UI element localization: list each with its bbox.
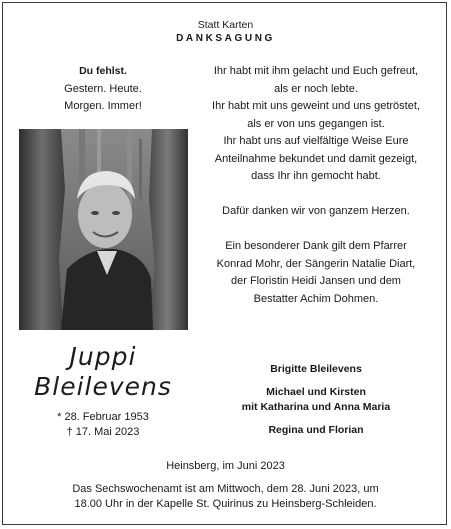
family-member: mit Katharina und Anna Maria bbox=[241, 401, 391, 413]
family-member: Michael und Kirsten bbox=[266, 386, 366, 398]
spacer bbox=[196, 415, 436, 423]
thanks-line: Ihr habt mit ihm gelacht und Euch gefreut, bbox=[213, 65, 419, 77]
birth-date: * 28. Februar 1953 bbox=[57, 411, 149, 423]
thanks-line: als er von uns gegangen ist. bbox=[247, 117, 385, 130]
thanks-line: Ihr habt mit uns geweint und uns getröstet, bbox=[212, 100, 420, 112]
spacer bbox=[196, 221, 436, 239]
poem-line: Morgen. Immer! bbox=[64, 100, 142, 112]
thanks-line: dass Ihr ihn gemocht habt. bbox=[251, 170, 381, 182]
page-title: DANKSAGUNG bbox=[176, 33, 275, 44]
special-thanks-line: Konrad Mohr, der Sängerin Natalie Diart, bbox=[216, 257, 416, 270]
poem bbox=[20, 63, 186, 116]
thanks-line: als er noch lebte. bbox=[274, 82, 358, 95]
spacer bbox=[196, 377, 436, 385]
thanks-line: Anteilnahme bekundet und damit gezeigt, bbox=[214, 152, 418, 165]
special-thanks-line: Bestatter Achim Dohmen. bbox=[253, 292, 379, 305]
family-member: Regina und Florian bbox=[268, 424, 364, 436]
service-notice bbox=[0, 482, 451, 512]
portrait-illustration bbox=[19, 129, 188, 330]
statt-karten-text: Statt Karten bbox=[197, 19, 254, 31]
poem-line: Gestern. Heute. bbox=[64, 82, 142, 95]
thanks-closing: Dafür danken wir von ganzem Herzen. bbox=[222, 205, 410, 217]
life-dates bbox=[20, 410, 186, 439]
family-signatures bbox=[196, 362, 436, 438]
thanks-text bbox=[196, 63, 436, 308]
thanks-line: Ihr habt uns auf vielfältige Weise Eure bbox=[223, 135, 409, 147]
portrait-photo bbox=[19, 129, 188, 330]
special-thanks-line: Ein besonderer Dank gilt dem Pfarrer bbox=[225, 240, 407, 252]
deceased-name bbox=[20, 342, 186, 402]
place-date: Heinsberg, im Juni 2023 bbox=[166, 460, 285, 472]
poem-title: Du fehlst. bbox=[79, 65, 127, 77]
special-thanks-line: der Floristin Heidi Jansen und dem bbox=[231, 275, 401, 287]
deceased-last-name: Bleilevens bbox=[34, 372, 172, 401]
spacer bbox=[196, 186, 436, 204]
family-member: Brigitte Bleilevens bbox=[270, 363, 362, 375]
death-date: † 17. Mai 2023 bbox=[66, 425, 140, 438]
service-notice-line: Das Sechswochenamt ist am Mittwoch, dem 28. Juni 2023, um bbox=[72, 483, 379, 495]
deceased-first-name: Juppi bbox=[69, 342, 137, 371]
service-notice-line: 18.00 Uhr in der Kapelle St. Quirinus zu Heinsberg-Schleiden. bbox=[74, 498, 377, 510]
